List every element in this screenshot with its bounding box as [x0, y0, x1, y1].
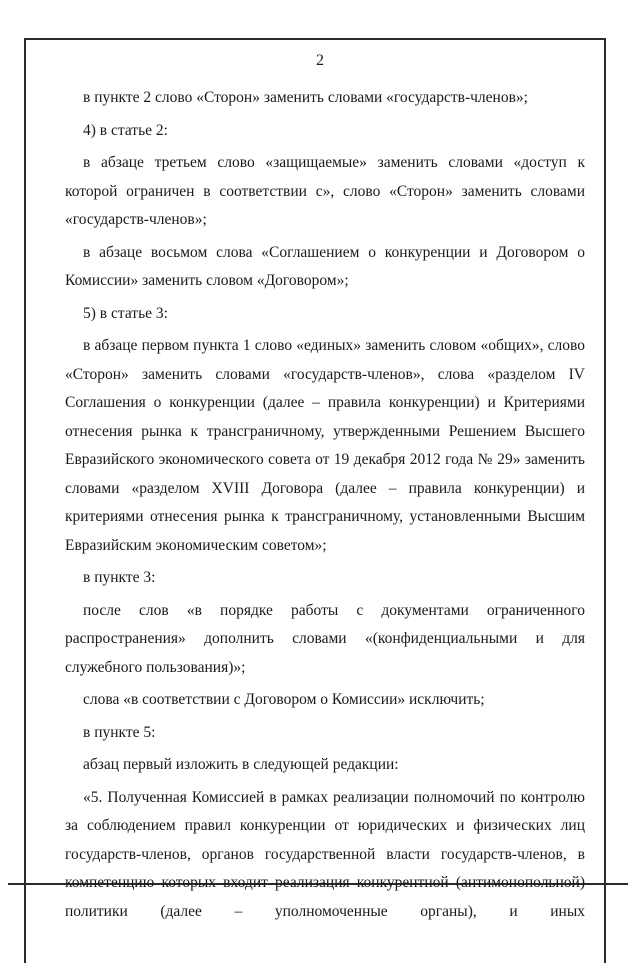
paragraph-5: 5) в статье 3: [83, 304, 168, 322]
paragraph-6: в абзаце первом пункта 1 слово «единых» заменить словом «общих», слово «Сторон» заменить словами «государств-членов», слова «разделом IV Соглашения о конкуренции (далее – правила конкуренции) и Критериями отнесения рынка к трансграничному, утвержденными Решением Высшего Евразийского экономического совета от 19 декабря 2012 года № 29» заменить словами «разделом XVIII Договора (далее – правила конкуренции) и критериями отнесения рынка к трансграничному, установленными Высшим Евразийским экономическим советом»; [65, 337, 585, 554]
paragraph-1: в пункте 2 слово «Сторон» заменить словами «государств-членов»; [83, 89, 528, 106]
page-number: 2 [316, 52, 324, 69]
paragraph-8: после слов «в порядке работы с документами ограниченного распространения» дополнить словами «(конфиденциальными и для служебного пользования)»; [65, 601, 585, 676]
paragraph-2: 4) в статье 2: [83, 121, 168, 139]
paragraph-11: абзац первый изложить в следующей редакции: [83, 756, 399, 773]
paragraph-9: слова «в соответствии с Договором о Комиссии» исключить; [83, 691, 485, 708]
paragraph-10: в пункте 5: [83, 723, 156, 741]
paragraph-7: в пункте 3: [83, 569, 156, 586]
document-body [65, 84, 585, 926]
paragraph-12: «5. Полученная Комиссией в рамках реализации полномочий по контролю за соблюдением правил конкуренции от юридических и физических лиц государств-членов, органов государственной власти государств-членов, в компетенцию которых входит реализация конкурентной (антимонопольной) политики (далее – уполномоченные органы), и иных [65, 788, 585, 920]
paragraph-4: в абзаце восьмом слова «Соглашением о конкуренции и Договором о Комиссии» заменить словом «Договором»; [65, 243, 585, 289]
paragraph-3: в абзаце третьем слово «защищаемые» заменить словами «доступ к которой ограничен в соответствии с», слово «Сторон» заменить словами «государств-членов»; [65, 154, 585, 228]
